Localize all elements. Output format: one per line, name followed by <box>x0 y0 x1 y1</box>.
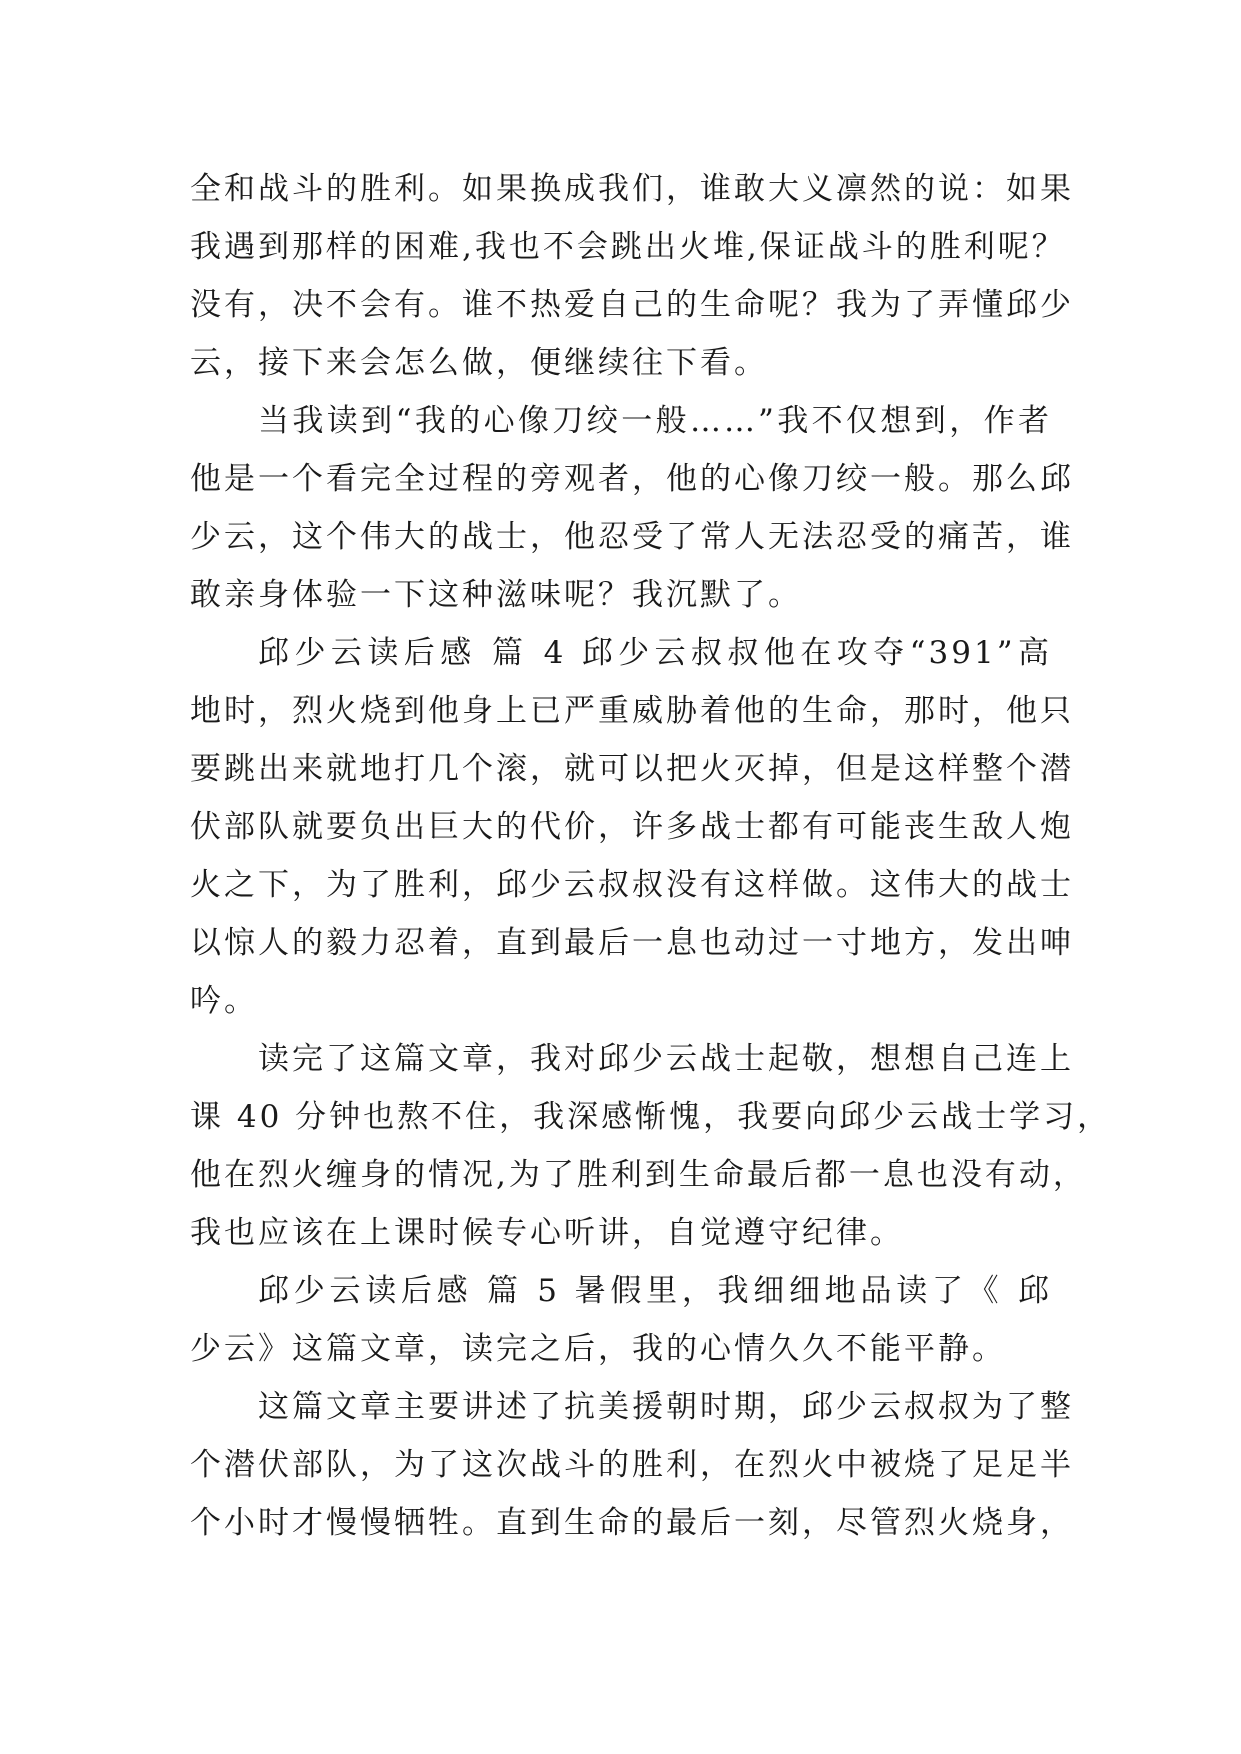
essay-body <box>190 160 1112 1552</box>
paragraph-start-line: 这篇文章主要讲述了抗美援朝时期，邱少云叔叔为了整 <box>258 1389 1074 1425</box>
text-line: 敢亲身体验一下这种滋味呢？我沉默了。 <box>190 577 802 613</box>
text-line: 他是一个看完全过程的旁观者，他的心像刀绞一般。那么邱 <box>190 461 1074 497</box>
text-line: 个小时才慢慢牺牲。直到生命的最后一刻，尽管烈火烧身， <box>190 1505 1074 1541</box>
text-line: 他在烈火缠身的情况,为了胜利到生命最后都一息也没有动， <box>190 1157 1087 1193</box>
text-line: 我也应该在上课时候专心听讲，自觉遵守纪律。 <box>190 1215 904 1251</box>
text-line: 云，接下来会怎么做，便继续往下看。 <box>190 345 768 381</box>
text-line: 吟。 <box>190 983 258 1019</box>
text-line: 要跳出来就地打几个滚，就可以把火灭掉，但是这样整个潜 <box>190 751 1074 787</box>
text-line: 少云，这个伟大的战士，他忍受了常人无法忍受的痛苦，谁 <box>190 519 1074 555</box>
text-line: 以惊人的毅力忍着，直到最后一息也动过一寸地方，发出呻 <box>190 925 1074 961</box>
paragraph-start-line: 读完了这篇文章，我对邱少云战士起敬，想想自己连上 <box>258 1041 1074 1077</box>
text-line: 火之下，为了胜利，邱少云叔叔没有这样做。这伟大的战士 <box>190 867 1074 903</box>
text-line: 没有，决不会有。谁不热爱自己的生命呢？我为了弄懂邱少 <box>190 287 1074 323</box>
text-line: 地时，烈火烧到他身上已严重威胁着他的生命，那时，他只 <box>190 693 1074 729</box>
text-line: 我遇到那样的困难,我也不会跳出火堆,保证战斗的胜利呢？ <box>190 229 1066 265</box>
text-line: 个潜伏部队，为了这次战斗的胜利，在烈火中被烧了足足半 <box>190 1447 1074 1483</box>
text-line: 伏部队就要负出巨大的代价，许多战士都有可能丧生敌人炮 <box>190 809 1074 845</box>
text-line: 少云》这篇文章，读完之后，我的心情久久不能平静。 <box>190 1331 1006 1367</box>
paragraph-start-line: 当我读到“我的心像刀绞一般……”我不仅想到，作者 <box>258 403 1052 439</box>
text-line: 课 40 分钟也熬不住，我深感惭愧，我要向邱少云战士学习， <box>190 1099 1112 1135</box>
section-heading-line: 邱少云读后感 篇 4 邱少云叔叔他在攻夺“391”高 <box>258 635 1052 671</box>
text-line: 全和战斗的胜利。如果换成我们，谁敢大义凛然的说：如果 <box>190 171 1074 207</box>
section-heading-line: 邱少云读后感 篇 5 暑假里，我细细地品读了《 邱 <box>258 1273 1052 1309</box>
